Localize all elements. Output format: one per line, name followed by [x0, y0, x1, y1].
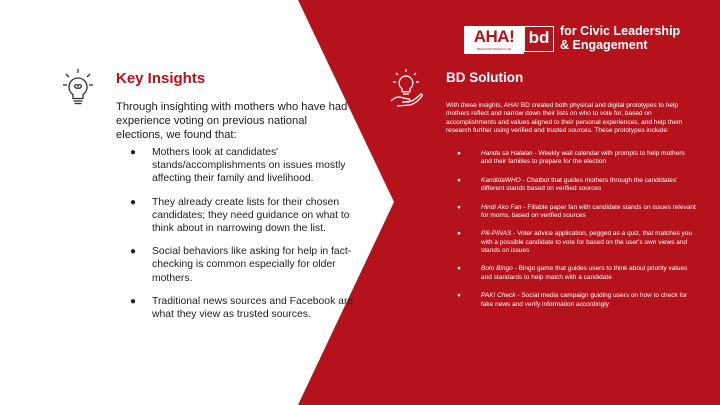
insight-text: They already create lists for their chosen candidates; they need guidance on what to think about in narrowing down the list.	[152, 196, 350, 235]
prototype-desc: - Chatbot that guides mothers through the candidates' different stands based on verified sources	[481, 176, 678, 193]
prototype-desc: - Social media campaign guiding users on how to check for fake news and verify information accordingly	[481, 292, 688, 308]
bullet: ●	[130, 246, 137, 258]
list-item	[446, 292, 696, 309]
prototype-name: PAK! Check	[481, 292, 516, 300]
aha-logo-text: AHA!	[473, 27, 515, 46]
list-item	[116, 146, 366, 186]
aha-logo-box	[464, 26, 524, 54]
logo-tagline-line1: for Civic Leadership	[560, 24, 681, 38]
aha-logo-subtext: BEHAVIOR DESIGN LAB	[476, 47, 512, 51]
bullet: ●	[130, 295, 137, 307]
prototype-name: Pili-PINAS	[481, 230, 512, 238]
bullet: ●	[457, 150, 461, 157]
prototype-name: Hindi Ako Fan	[481, 203, 522, 211]
bd-logo-box: bd	[524, 26, 554, 52]
insight-text: Traditional news sources and Facebook are what they view as trusted sources.	[152, 295, 354, 321]
key-insights-title: Key Insights	[116, 70, 206, 87]
bd-solution-intro: With these insights, AHA! BD created both physical and digital prototypes to help mothers reflect and narrow down their lists on who to vote for, based on accomplishments and values aligned to their personal experiences, and help them research further using verified and trusted sources. These prototypes include:	[446, 102, 683, 134]
prototype-desc: - Bingo game that guides users to think about priority values and standards to help match with a candidate	[481, 265, 688, 281]
bullet: ●	[130, 196, 137, 208]
prototype-name: Boto Bingo	[481, 265, 513, 273]
bullet: ●	[457, 265, 461, 273]
prototype-desc: - Voter advice application, pegged as a quiz, that matches you with a possible candidate to vote for based on the user's own views and stands on issues	[481, 230, 693, 254]
prototype-name: KandidaWHO	[481, 176, 521, 184]
list-item	[116, 196, 366, 236]
list-item	[116, 295, 366, 321]
bullet: ●	[457, 230, 461, 238]
list-item	[446, 265, 696, 282]
bullet: ●	[457, 176, 461, 184]
list-item	[446, 150, 696, 167]
lightbulb-brain-icon	[62, 68, 94, 108]
list-item	[446, 204, 696, 221]
bullet: ●	[457, 203, 461, 211]
insight-text: Social behaviors like asking for help in fact-checking is common especially for older mothers.	[152, 246, 352, 284]
logo-tagline	[560, 25, 680, 52]
list-item	[446, 230, 696, 255]
aha-bd-logo	[464, 24, 681, 54]
logo-tagline-line2: & Engagement	[560, 37, 648, 52]
list-item	[446, 177, 696, 194]
key-insights-list	[116, 146, 366, 331]
bd-solution-list	[446, 150, 696, 319]
prototype-name: Handa sa Halalan	[481, 150, 533, 157]
list-item	[116, 245, 366, 285]
bullet: ●	[130, 147, 137, 158]
insight-text: Mothers look at candidates' stands/accomplishments on issues mostly affecting their family and livelihood.	[152, 147, 346, 185]
bd-solution-title: BD Solution	[446, 70, 524, 85]
prototype-desc: - Fillable paper fan with candidate stands on issues relevant for moms, based on verified sources	[481, 203, 696, 219]
lightbulb-hand-icon	[388, 68, 424, 108]
prototype-desc: - Weekly wall calendar with prompts to help mothers and their families to prepare for the election	[481, 150, 685, 166]
key-insights-intro: Through insighting with mothers who have had experience voting on previous national elections, we found that:	[116, 101, 348, 141]
bullet: ●	[457, 292, 461, 300]
